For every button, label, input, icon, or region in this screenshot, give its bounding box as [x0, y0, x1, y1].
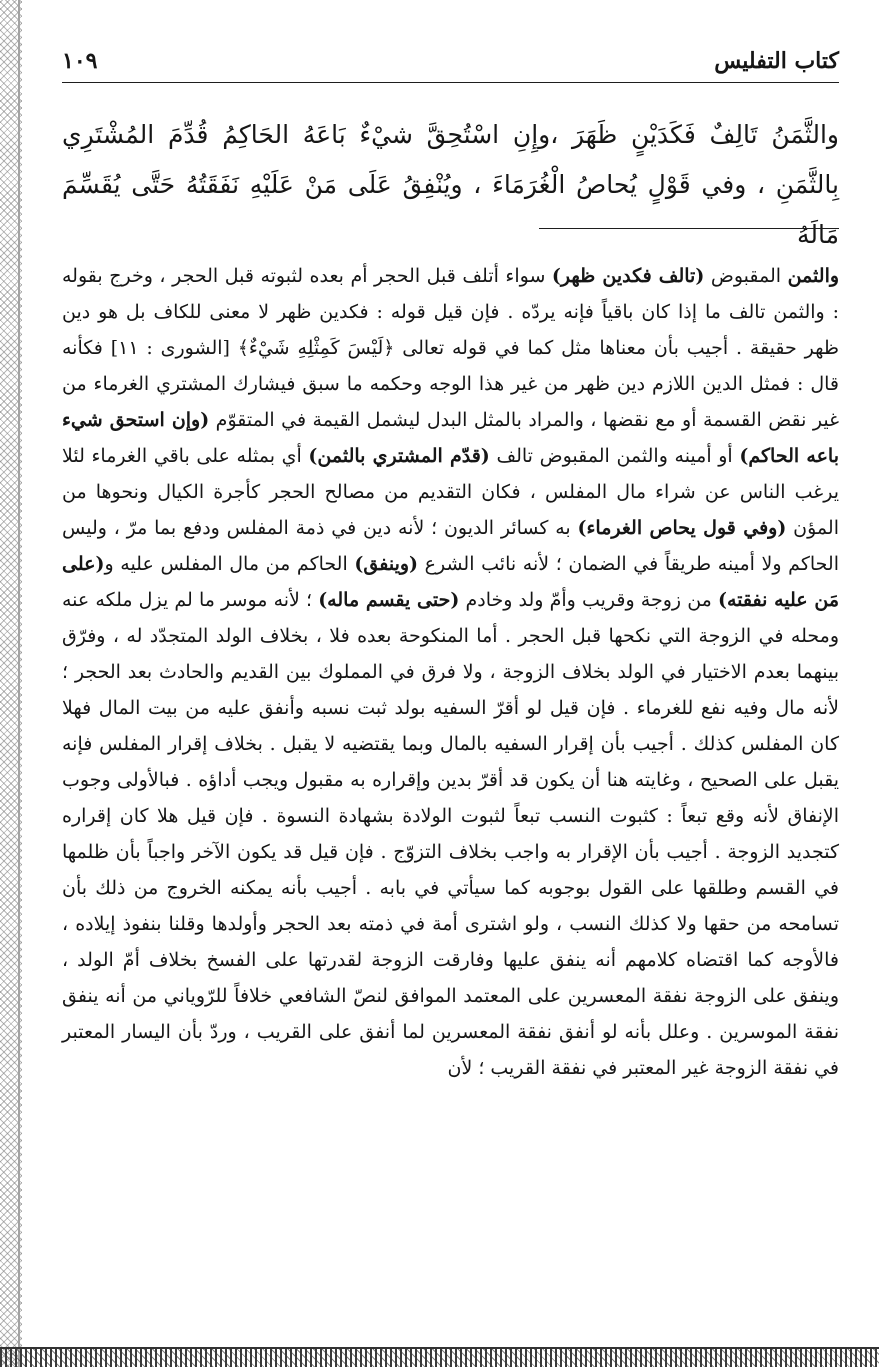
commentary-segment: أو أمينه والثمن المقبوض تالف	[489, 445, 740, 467]
commentary-segment: ؛ لأنه موسر ما لم يزل ملكه عنه ومحله في الزوجة التي نكحها قبل الحجر . أما المنكوحة بعده فلا ، بخلاف الولد المتجدّد له ، وفرّق بينهما بعدم الاختيار في الولد بخلاف الزوجة ، ولا فرق في المملوك بين القديم والحادث بعد الحجر ؛ لأنه مال وفيه نفع للغرماء . فإن قيل لو أقرّ السفيه بولد ثبت نسبه وأنفق عليه من بيت المال فهلا كان المفلس كذلك . أجيب بأن إقرار السفيه بالمال وبما يقتضيه لا يقبل . بخلاف إقرار المفلس فإنه يقبل على الصحيح ، وغايته هنا أن يكون قد أقرّ بدين وإقراره به مقبول ويجب أداؤه . فبالأولى وجوب الإنفاق لأنه وقع تبعاً : كثبوت النسب تبعاً لثبوت الولادة بشهادة النسوة . فإن قيل هلا كان إقراره كتجديد الزوجة . أجيب بأن الإقرار به واجب بخلاف التزوّج . فإن قيل قد يكون الآخر واجباً بأن ظلمها في القسم وطلقها على القول بوجوبه كما سيأتي في بابه . أجيب بأنه يمكنه الخروج من ذلك بأن تسامحه من حقها ولا كذلك النسب ، ولو اشترى أمة في ذمته بعد الحجر وأولدها وقلنا بنفوذ إيلاده ، فالأوجه كما اقتضاه كلامهم أنه ينفق عليها وفارقت الزوجة لقدرتها على الفسخ بخلاف أمّ الولد ، وينفق على الزوجة نفقة المعسرين على المعتمد الموافق لنصّ الشافعي خلافاً للرّوياني من أنه ينفق نفقة الموسرين . وعلل بأنه لو أنفق نفقة المعسرين لما أنفق على القريب ، وردّ بأن اليسار المعتبر في نفقة الزوجة غير المعتبر في نفقة القريب ؛ لأن	[62, 589, 839, 1079]
page-header	[62, 42, 839, 83]
commentary-bold-segment: (حتى يقسم ماله)	[318, 589, 460, 611]
commentary-bold-segment: (قدّم المشتري بالثمن)	[308, 445, 490, 467]
commentary-segment: الحاكم من مال المفلس عليه و	[104, 553, 355, 575]
commentary-bold-segment: (تالف فكدين ظهر)	[551, 265, 705, 287]
footnote-separator	[539, 228, 839, 229]
commentary-text	[62, 258, 839, 1086]
commentary-segment: سواء أتلف قبل الحجر أم بعده لثبوته قبل الحجر ، وخرج بقوله : والثمن تالف ما إذا كان باقياً فإنه يردّه . فإن قيل قوله : فكدين ظهر لا معنى للكاف بل هو دين ظهر حقيقة . أجيب بأن معناها مثل كما في قوله تعالى ﴿لَيْسَ كَمِثْلِهِ شَيْءٌ﴾ [الشورى : ١١] فكأنه قال : فمثل الدين اللازم دين ظهر من غير هذا الوجه وحكمه ما سبق فيشارك المشتري الغرماء من غير نقض القسمة أو مع نقضها ، والمراد بالمثل البدل ليشمل القيمة في المتقوّم	[62, 265, 840, 431]
matn-text: والثَّمَنُ تَالِفٌ فَكَدَيْنٍ ظَهَرَ ،وإِنِ اسْتُحِقَّ شيْءٌ بَاعَهُ الحَاكِمُ قُدِّمَ المُشْتَرِي بِالثَّمَنِ ، وفي قَوْلٍ يُحاصُ الْغُرَمَاءَ ، ويُنْفِقُ عَلَى مَنْ عَلَيْهِ نَفَقَتُهُ حَتَّى يُقَسِّمَ مَالَهُ	[62, 120, 839, 249]
commentary-segment: المقبوض	[704, 265, 788, 287]
commentary-segment: أي بمثله على باقي الغرماء لئلا يرغب الناس عن شراء مال المفلس ، فكان التقديم من مصالح الحجر كأجرة الكيال ونحوها من المؤن	[62, 445, 839, 539]
commentary-segment: به كسائر الديون ؛ لأنه دين في ذمة المفلس ودفع بما مرّ ، وليس الحاكم ولا أمينه طريقاً في الضمان ؛ لأنه نائب الشرع	[62, 517, 839, 575]
commentary-bold-segment: (وينفق)	[354, 553, 419, 575]
commentary-bold-segment: (على مَن عليه نفقته)	[62, 553, 839, 611]
commentary-segment: من زوجة وقريب وأمّ ولد وخادم	[459, 589, 718, 611]
chapter-title: كتاب التفليس	[714, 48, 839, 74]
left-decorative-border	[0, 0, 22, 1367]
bottom-decorative-border	[0, 1347, 879, 1367]
commentary-bold-segment: (وإن استحق شيء باعه الحاكم)	[62, 409, 839, 467]
page-number: ١٠٩	[62, 48, 98, 74]
commentary-bold-segment: والثمن	[787, 265, 840, 287]
commentary-bold-segment: (وفي قول يحاص الغرماء)	[577, 517, 787, 539]
